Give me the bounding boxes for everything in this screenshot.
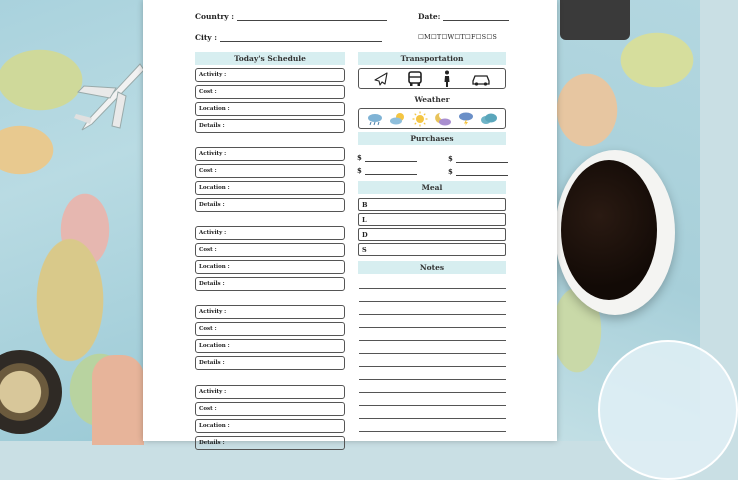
location-field[interactable]: Location :: [195, 339, 345, 353]
travel-planner-sheet: [143, 0, 557, 446]
details-field[interactable]: Details :: [195, 277, 345, 291]
location-field[interactable]: Location :: [195, 102, 345, 116]
airplane-icon[interactable]: [373, 71, 389, 87]
cost-field[interactable]: Cost :: [195, 164, 345, 178]
meal-breakfast-row[interactable]: B: [358, 198, 506, 211]
rain-cloud-icon[interactable]: [366, 112, 384, 126]
date-label: Date:: [418, 12, 441, 21]
location-field[interactable]: Location :: [195, 260, 345, 274]
dollar-sign: $: [448, 167, 453, 176]
notes-header: Notes: [358, 261, 506, 274]
moon-cloud-icon[interactable]: [434, 112, 452, 126]
note-line: [359, 392, 506, 393]
partly-sunny-icon[interactable]: [389, 112, 407, 126]
activity-field[interactable]: Activity :: [195, 226, 345, 240]
purchases-header: Purchases: [358, 132, 506, 145]
purchase-blank: [456, 170, 508, 176]
walking-person-icon[interactable]: [442, 70, 452, 88]
car-icon[interactable]: [471, 72, 491, 86]
purchase-blank: [365, 169, 417, 175]
city-line: [220, 34, 382, 42]
note-line: [359, 314, 506, 315]
camera: [560, 0, 630, 40]
city-label: City :: [195, 33, 218, 42]
storm-cloud-icon[interactable]: [457, 111, 475, 126]
date-line: [443, 13, 509, 21]
dollar-sign: $: [448, 154, 453, 163]
cost-field[interactable]: Cost :: [195, 243, 345, 257]
meal-header: Meal: [358, 181, 506, 194]
purchase-line[interactable]: [357, 153, 417, 162]
cost-field[interactable]: Cost :: [195, 402, 345, 416]
schedule-header: Today's Schedule: [195, 52, 345, 65]
note-line: [359, 353, 506, 354]
cost-field[interactable]: Cost :: [195, 322, 345, 336]
country-field[interactable]: [195, 12, 387, 21]
purchase-line[interactable]: [448, 154, 508, 163]
note-line: [359, 431, 506, 432]
details-field[interactable]: Details :: [195, 198, 345, 212]
location-field[interactable]: Location :: [195, 419, 345, 433]
meal-snack-row[interactable]: S: [358, 243, 506, 256]
note-line: [359, 340, 506, 341]
meal-dinner-row[interactable]: D: [358, 228, 506, 241]
purchase-blank: [365, 156, 417, 162]
purchase-blank: [456, 157, 508, 163]
note-line: [359, 418, 506, 419]
meal-lunch-row[interactable]: L: [358, 213, 506, 226]
note-line: [359, 288, 506, 289]
transportation-options: [358, 68, 506, 89]
note-line: [359, 405, 506, 406]
details-field[interactable]: Details :: [195, 119, 345, 133]
weather-header: Weather: [414, 95, 450, 104]
weather-options: [358, 108, 506, 129]
dollar-sign: $: [357, 153, 362, 162]
toy-airplane: [70, 58, 146, 138]
details-field[interactable]: Details :: [195, 356, 345, 370]
date-field[interactable]: [418, 12, 509, 21]
dollar-sign: $: [357, 166, 362, 175]
activity-field[interactable]: Activity :: [195, 385, 345, 399]
country-label: Country :: [195, 12, 235, 21]
cloud-icon[interactable]: [480, 113, 498, 125]
globe-compass: [598, 340, 738, 480]
transportation-header: Transportation: [358, 52, 506, 65]
cost-field[interactable]: Cost :: [195, 85, 345, 99]
weekday-checkboxes[interactable]: ☐M☐T☐W☐T☐F☐S☐S: [418, 33, 498, 41]
location-field[interactable]: Location :: [195, 181, 345, 195]
sun-icon[interactable]: [412, 111, 428, 127]
note-line: [359, 327, 506, 328]
city-field[interactable]: [195, 33, 382, 42]
country-line: [237, 13, 387, 21]
details-field[interactable]: Details :: [195, 436, 345, 450]
note-line: [359, 366, 506, 367]
activity-field[interactable]: Activity :: [195, 68, 345, 82]
purchase-line[interactable]: [448, 167, 508, 176]
activity-field[interactable]: Activity :: [195, 147, 345, 161]
coffee-cup: [555, 150, 675, 315]
bus-icon[interactable]: [408, 71, 422, 87]
note-line: [359, 379, 506, 380]
note-line: [359, 301, 506, 302]
activity-field[interactable]: Activity :: [195, 305, 345, 319]
purchase-line[interactable]: [357, 166, 417, 175]
hand: [92, 355, 144, 445]
